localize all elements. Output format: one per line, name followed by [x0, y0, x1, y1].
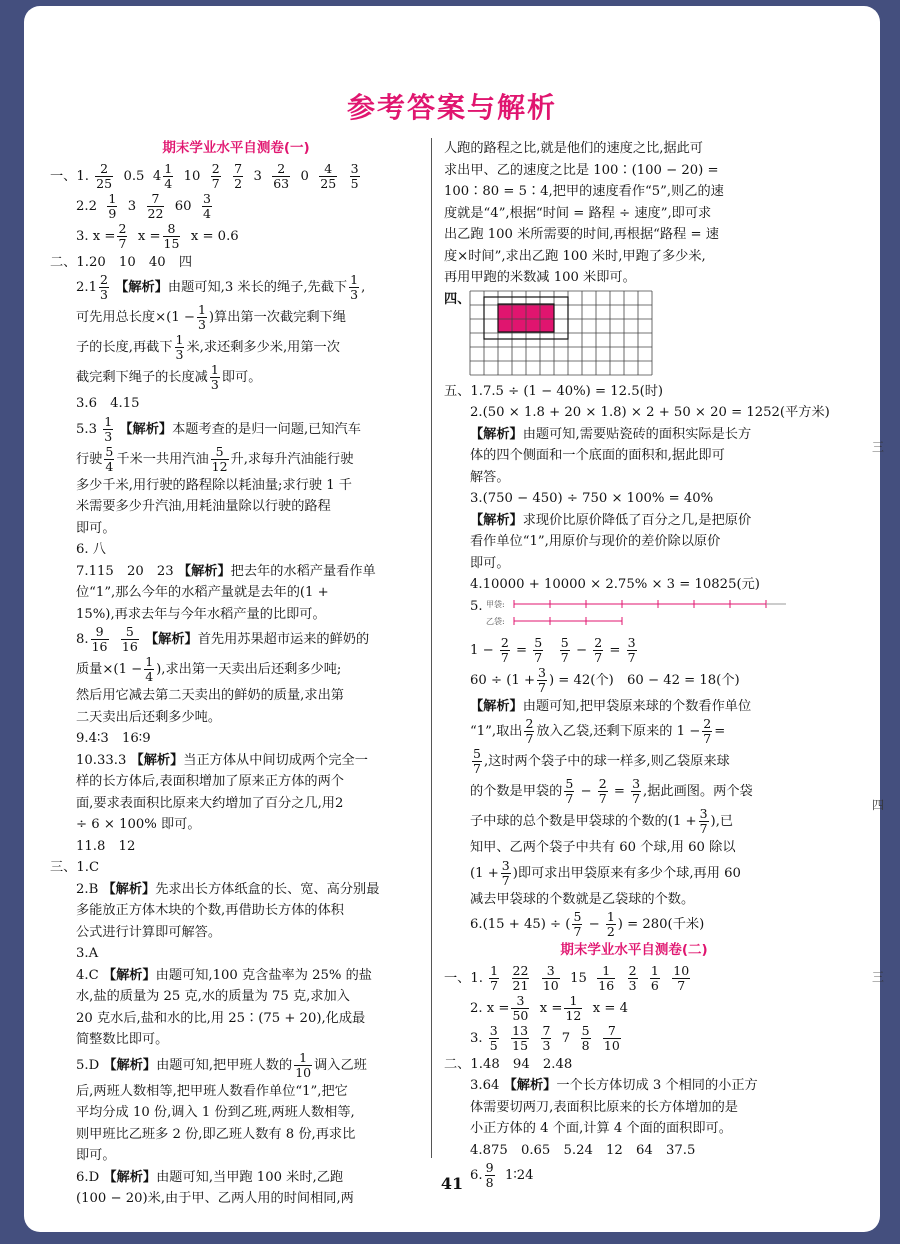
fraction: $\frac{5}{8}$ [581, 1022, 590, 1053]
s2-answer-2-6: 6. $\frac{9}{8}$ 1∶24 [470, 1160, 534, 1190]
fraction: $\frac{3}{10}$ [542, 962, 559, 993]
answer-2-1: 二、1.20 10 40 四 [50, 254, 193, 270]
answer-2-7: 7.115 20 23 【解析】把去年的水稻产量看作单 [76, 563, 376, 579]
fraction: $\frac{1}{4}$ [164, 160, 173, 191]
fraction: $\frac{9}{8}$ [485, 1160, 494, 1190]
fraction: $\frac{8}{15}$ [163, 220, 180, 251]
edge-mark: 三 [872, 440, 885, 454]
fraction: $\frac{7}{22}$ [147, 190, 164, 221]
s2-answer-1-1: 一、1. $\frac{1}{7}$ $\frac{22}{21}$ $\frac{3}{10}$ 15 $\frac{1}{16}$ $\frac{2}{3}$ $\frac{1}{6}$ $\frac{10}{7}$ [444, 962, 690, 993]
s2-answer-1-2: 2. x = $\frac{3}{50}$ x = $\frac{1}{12}$ x = 4 [470, 992, 629, 1023]
s2-answer-2-4: 4.875 0.65 5.24 12 64 37.5 [470, 1142, 696, 1158]
fraction: $\frac{1}{7}$ [490, 962, 499, 993]
answer-2-5: 5.3 $\frac{1}{3}$ 【解析】本题考查的是归一问题,已知汽车 [76, 413, 361, 444]
grid-figure: 四、 [444, 289, 824, 381]
fraction: $\frac{1}{3}$ [197, 302, 206, 332]
fraction: $\frac{9}{16}$ [91, 624, 108, 654]
answer-page [24, 6, 885, 1232]
answer-2-3: 3.6 4.15 [76, 396, 140, 411]
fraction: $\frac{2}{7}$ [211, 160, 220, 191]
fraction: $\frac{1}{12}$ [565, 992, 582, 1023]
s2-answer-2-3: 3.64 【解析】一个长方体切成 3 个相同的小正方 [470, 1078, 758, 1093]
fraction: $\frac{22}{21}$ [512, 962, 529, 993]
fraction: $\frac{5}{12}$ [211, 443, 228, 474]
fraction: $\frac{3}{7}$ [627, 634, 636, 665]
fraction: $\frac{3}{5}$ [489, 1022, 498, 1053]
edge-mark: 三 [872, 970, 885, 984]
fraction: $\frac{1}{16}$ [598, 962, 615, 993]
fraction: $\frac{3}{7}$ [699, 806, 708, 836]
fraction: $\frac{2}{3}$ [99, 272, 108, 302]
fraction: $\frac{3}{5}$ [350, 160, 359, 191]
fraction: $\frac{4}{25}$ [320, 160, 337, 191]
column-divider [431, 138, 432, 1158]
grid-diagram [470, 291, 660, 381]
fraction: $\frac{3}{7}$ [632, 776, 641, 806]
line-segment-diagram [484, 596, 804, 632]
right-column: 人跑的路程之比,就是他们的速度之比,据此可 求出甲、乙的速度之比是 100∶(100 − 20) = 100∶80 = 5∶4,把甲的速度看作“5”,则乙的速 度就是“4”,根据“时间 = 路程 ÷ 速度”,即可求 出乙跑 100 米所需要的时间,再根据“路程 = 速 度×时间”,求出乙跑 100 米时,甲跑了多少米, 再用甲跑的米数减 100 米即可。 四、 五、1.7.5 ÷ (1 − 40%) = 12.5(时) 2.(50 × 1.8 + 20 × 1.8) × 2 + 50 × 20 = 1252(平方米) 【解析】由题可知,需要贴瓷砖的面积实际是长方 体的四个侧面和一个底面的面积和,据此即可 解答。 3.(750 − 450) ÷ 750 × 100% = 40% 【解析】求现价比原价降低了百分之几,是把原价 看作单位“1”,用原价与现价的差价除以原价 即可。 4.10000 + 10000 × 2.75% × 3 = 10825(元) 5. 甲袋: 乙袋: 1 − $\frac{2}{7}$ = $\frac{5}{7}$ $\frac{5}{7}$ − $\frac{2}{7}$ = $\frac{3}{7}$ 60 ÷ (1 + $\frac{3}{7}$ ) = 42(个) 60 − 42 = 18(个) 【解析】由题可知,把甲袋原来球的个数看作单位 “1”,取出 $\frac{2}{7}$ 放入乙袋,还剩下原来的 1 − $\frac{2}{7}$ = $\frac{5}{7}$ ,这时两个袋子中的球一样多,则乙袋原来球 的个数是甲袋的 $\frac{5}{7}$ − $\frac{2}{7}$ = $\frac{3}{7}$ ,据此画图。两个袋 子中球的总个数是甲袋球的个数的(1 + $\frac{3}{7}$ ),已 知甲、乙两个袋子中共有 60 个球,用 60 除以 (1 + $\frac{3}{7}$ )即可求出甲袋原来有多少个球,再用 60 减去甲袋球的个数就是乙袋球的个数。 6.(15 + 45) ÷ ( $\frac{5}{7}$ − $\frac{1}{2}$ ) = 280(千米) 期末学业水平自测卷(二) 一、1. $\frac{1}{7}$ $\frac{22}{21}$ $\frac{3}{10}$ 15 $\frac{1}{16}$ $\frac{2}{3}$ $\frac{1}{6}$ $\frac{10}{7}$ 2. x = $\frac{3}{50}$ x = $\frac{1}{12}$ x = 4 3. $\frac{3}{5}$ $\frac{13}{15}$ $\frac{7}{3}$ 7 $\frac{5}{8}$ $\frac{7}{10}$ 二、1.48 94 2.48 3.64 【解析】一个长方体切成 3 个相同的小正方 体需要切两刀,表面积比原来的长方体增加的是 小正方体的 4 个面,计算 4 个面的面积即可。 4.875 0.65 5.24 12 64 37.5 6. $\frac{9}{8}$ 1∶24 [444, 141, 830, 1190]
answer-3-6: 6.D 【解析】由题可知,当甲跑 100 米时,乙跑 [76, 1169, 344, 1185]
answer-3-4: 4.C 【解析】由题可知,100 克含盐率为 25% 的盐 [76, 967, 372, 983]
answer-1-1: 一、1. $\frac{2}{25}$ 0.5 4 $\frac{1}{4}$ 10 $\frac{2}{7}$ $\frac{7}{2}$ 3 $\frac{2}{63}$ 0 $\frac{4}{25}$ $\frac{3}{5}$ [50, 160, 359, 191]
fraction: $\frac{3}{4}$ [202, 190, 211, 221]
answer-1-2: 2.2 $\frac{1}{9}$ 3 $\frac{7}{22}$ 60 $\frac{3}{4}$ [76, 190, 211, 221]
fraction: $\frac{1}{4}$ [145, 654, 154, 684]
fraction: $\frac{5}{7}$ [565, 776, 574, 806]
fraction: $\frac{2}{3}$ [628, 962, 637, 993]
s2-answer-1-3: 3. $\frac{3}{5}$ $\frac{13}{15}$ $\frac{7}{3}$ 7 $\frac{5}{8}$ $\frac{7}{10}$ [470, 1022, 620, 1053]
answer-2-2: 2.1 $\frac{2}{3}$ 【解析】由题可知,3 米长的绳子,先截下 $\frac{1}{3}$ , [76, 272, 366, 302]
answer-2-9: 9.4∶3 16∶9 [76, 731, 151, 746]
answer-5-1: 五、1.7.5 ÷ (1 − 40%) = 12.5(时) [444, 383, 664, 399]
fraction: $\frac{2}{25}$ [96, 160, 113, 191]
answer-5-6: 6.(15 + 45) ÷ ( $\frac{5}{7}$ − $\frac{1}{2}$ ) = 280(千米) [470, 909, 705, 939]
answer-5-2: 2.(50 × 1.8 + 20 × 1.8) × 2 + 50 × 20 = 1252(平方米) [470, 405, 830, 420]
answer-5-5: 5. 甲袋: 乙袋: [444, 596, 824, 636]
fraction: $\frac{3}{50}$ [512, 992, 529, 1023]
answer-2-8: 8. $\frac{9}{16}$ $\frac{5}{16}$ 【解析】首先用苏果超市运来的鲜奶的 [76, 624, 370, 654]
fraction: $\frac{7}{3}$ [542, 1022, 551, 1053]
fraction: $\frac{1}{3}$ [350, 272, 359, 302]
fraction: $\frac{2}{7}$ [703, 716, 712, 746]
section-title-exam-2: 期末学业水平自测卷(二) [560, 942, 708, 958]
fraction: $\frac{1}{3}$ [210, 362, 219, 392]
fraction: $\frac{13}{15}$ [512, 1022, 529, 1053]
jia-label: 甲袋: [486, 599, 505, 609]
yi-label: 乙袋: [486, 616, 505, 626]
fraction: $\frac{2}{7}$ [500, 634, 509, 665]
fraction: $\frac{5}{7}$ [573, 909, 582, 939]
fraction: $\frac{1}{9}$ [108, 190, 117, 221]
answer-2-10: 10.33.3 【解析】当正方体从中间切成两个完全一 [76, 752, 368, 768]
fraction: $\frac{3}{7}$ [538, 664, 546, 695]
fraction: $\frac{5}{4}$ [105, 443, 114, 474]
page-number: 41 [440, 1174, 464, 1193]
fraction: $\frac{7}{2}$ [234, 160, 243, 191]
answer-3-1: 三、1.C [50, 860, 100, 875]
fraction: $\frac{5}{7}$ [473, 746, 481, 776]
answer-1-3: 3. x = $\frac{2}{7}$ x = $\frac{8}{15}$ x = 0.6 [76, 220, 239, 251]
fraction: $\frac{10}{7}$ [673, 962, 690, 993]
fraction: $\frac{2}{7}$ [594, 634, 603, 665]
answer-5-3: 3.(750 − 450) ÷ 750 × 100% = 40% [470, 491, 714, 506]
fraction: $\frac{5}{16}$ [121, 624, 138, 654]
answer-5-4: 4.10000 + 10000 × 2.75% × 3 = 10825(元) [470, 577, 760, 592]
answer-2-6: 6. 八 [76, 542, 106, 557]
fraction: $\frac{1}{10}$ [295, 1049, 312, 1080]
fraction: $\frac{3}{7}$ [501, 857, 510, 888]
left-column: 期末学业水平自测卷(一) 一、1. $\frac{2}{25}$ 0.5 4 $\frac{1}{4}$ 10 $\frac{2}{7}$ $\frac{7}{2}$ 3 $\frac{2}{63}$ 0 $\frac{4}{25}$ $\frac{3}{5}$ 2.2 $\frac{1}{9}$ 3 $\frac{7}{22}$ 60 $\frac{3}{4}$ 3. x = $\frac{2}{7}$ x = $\frac{8}{15}$ x = 0.6 二、1.20 10 40 四 2.1 $\frac{2}{3}$ 【解析】由题可知,3 米长的绳子,先截下 $\frac{1}{3}$ , 可先用总长度×(1 − $\frac{1}{3}$ )算出第一次截完剩下绳 子的长度,再截下 $\frac{1}{3}$ 米,求还剩多少米,用第一次 截完剩下绳子的长度减 $\frac{1}{3}$ 即可。 3.6 4.15 5.3 $\frac{1}{3}$ 【解析】本题考查的是归一问题,已知汽车 行驶 $\frac{5}{4}$ 千米一共用汽油 $\frac{5}{12}$ 升,求每升汽油能行驶 多少千米,用行驶的路程除以耗油量;求行驶 1 千 米需要多少升汽油,用耗油量除以行驶的路程 即可。 6. 八 7.115 20 23 【解析】把去年的水稻产量看作单 位“1”,那么今年的水稻产量就是去年的(1 + 15%),再求去年与今年水稻产量的比即可。 8. $\frac{9}{16}$ $\frac{5}{16}$ 【解析】首先用苏果超市运来的鲜奶的 质量×(1 − $\frac{1}{4}$ ),求出第一天卖出后还剩多少吨; 然后用它减去第二天卖出的鲜奶的质量,求出第 二天卖出后还剩多少吨。 9.4∶3 16∶9 10.33.3 【解析】当正方体从中间切成两个完全一 样的长方体后,表面积增加了原来正方体的两个 面,要求表面积比原来大约增加了百分之几,用2 ÷ 6 × 100% 即可。 11.8 12 三、1.C 2.B 【解析】先求出长方体纸盒的长、宽、高分别最 多能放正方体木块的个数,再借助长方体的体积 公式进行计算即可解答。 3.A 4.C 【解析】由题可知,100 克含盐率为 25% 的盐 水,盐的质量为 25 克,水的质量为 75 克,求加入 20 克水后,盐和水的比,用 25∶(75 + 20),化成最 简整数比即可。 5.D 【解析】由题可知,把甲班人数的 $\frac{1}{10}$ 调入乙班 后,两班人数相等,把甲班人数看作单位“1”,把它 平均分成 10 份,调入 1 份到乙班,两班人数相等, 则甲班比乙班多 2 份,即乙班人数有 8 份,再求比 即可。 6.D 【解析】由题可知,当甲跑 100 米时,乙跑 (100 − 20)米,由于甲、乙两人用的时间相同,两 [50, 138, 422, 1210]
section-title-exam-1: 期末学业水平自测卷(一) [162, 140, 310, 156]
fraction: $\frac{1}{2}$ [606, 909, 615, 939]
fraction: $\frac{2}{7}$ [598, 776, 607, 806]
fraction: $\frac{7}{10}$ [603, 1022, 620, 1053]
fraction: $\frac{2}{63}$ [273, 160, 290, 191]
fraction: $\frac{5}{7}$ [534, 634, 543, 665]
edge-mark: 四 [872, 798, 885, 812]
answer-3-5: 5.D 【解析】由题可知,把甲班人数的 $\frac{1}{10}$ 调入乙班 [76, 1049, 367, 1080]
calc-2: 60 ÷ (1 + $\frac{3}{7}$ ) = 42(个) 60 − 42 = 18(个) [470, 664, 740, 695]
fraction: $\frac{1}{3}$ [175, 332, 184, 362]
fraction: $\frac{1}{3}$ [104, 413, 113, 444]
answer-3-3: 3.A [76, 946, 99, 961]
fraction: $\frac{5}{7}$ [560, 634, 569, 665]
calc-1: 1 − $\frac{2}{7}$ = $\frac{5}{7}$ $\frac{5}{7}$ − $\frac{2}{7}$ = $\frac{3}{7}$ [470, 634, 636, 665]
page-title: 参考答案与解析 [346, 91, 557, 124]
fraction: $\frac{2}{7}$ [525, 716, 534, 746]
answer-2-11: 11.8 12 [76, 838, 136, 854]
fraction: $\frac{1}{6}$ [650, 962, 659, 993]
fraction: $\frac{2}{7}$ [118, 220, 127, 251]
answer-3-2: 2.B 【解析】先求出长方体纸盒的长、宽、高分别最 [76, 881, 380, 897]
s2-answer-2-1: 二、1.48 94 2.48 [444, 1056, 573, 1072]
